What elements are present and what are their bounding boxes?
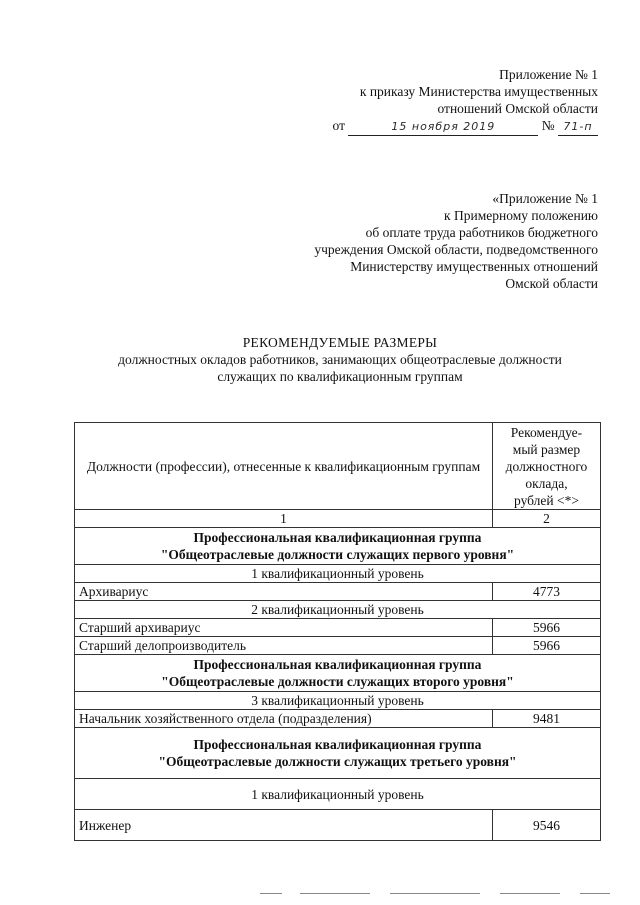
table-row — [75, 810, 601, 841]
group-2-level-3: 3 квалификационный уровень — [75, 692, 601, 710]
header-salary-line: рублей <*> — [514, 492, 579, 508]
salary-value: 9546 — [493, 810, 601, 841]
appendix-2-line: учреждения Омской области, подведомственного — [314, 242, 598, 257]
order-date-number-line — [333, 117, 599, 136]
group-3-level-1: 1 квалификационный уровень — [75, 779, 601, 810]
position-name: Архивариус — [75, 583, 493, 601]
level-row — [75, 779, 601, 810]
appendix-1-title: Приложение № 1 — [499, 67, 598, 82]
header-salary — [493, 423, 601, 510]
column-number-2: 2 — [493, 510, 601, 528]
salary-table — [74, 422, 601, 841]
position-name: Старший делопроизводитель — [75, 637, 493, 655]
appendix-1-ministry: отношений Омской области — [437, 101, 598, 116]
title-sub-1: должностных окладов работников, занимающих общеотраслевые должности — [118, 352, 562, 367]
table-header-row — [75, 423, 601, 510]
number-label: № — [541, 118, 555, 133]
group-3-title — [75, 728, 601, 779]
table-row — [75, 637, 601, 655]
appendix-2-line: Министерству имущественных отношений — [350, 259, 598, 274]
group-1-line-2: "Общеотраслевые должности служащих первого уровня" — [160, 547, 515, 562]
column-number-row — [75, 510, 601, 528]
group-2-title — [75, 655, 601, 692]
group-1-level-1: 1 квалификационный уровень — [75, 565, 601, 583]
position-name: Начальник хозяйственного отдела (подразделения) — [75, 710, 493, 728]
position-name: Старший архивариус — [75, 619, 493, 637]
scan-artifact — [260, 893, 640, 899]
salary-value: 5966 — [493, 637, 601, 655]
salary-value: 4773 — [493, 583, 601, 601]
group-2-line-1: Профессиональная квалификационная группа — [193, 657, 482, 672]
group-1-title — [75, 528, 601, 565]
salary-value: 9481 — [493, 710, 601, 728]
title-main: РЕКОМЕНДУЕМЫЕ РАЗМЕРЫ — [242, 335, 438, 350]
appendix-2-line: об оплате труда работников бюджетного — [365, 225, 598, 240]
salary-value: 5966 — [493, 619, 601, 637]
document-title — [60, 334, 620, 385]
group-2-line-2: "Общеотраслевые должности служащих второго уровня" — [161, 674, 514, 689]
header-salary-line: Рекомендуе- — [510, 424, 583, 440]
group-3-line-1: Профессиональная квалификационная группа — [193, 737, 482, 752]
group-row — [75, 655, 601, 692]
appendix-2-line: к Примерному положению — [444, 208, 598, 223]
group-row — [75, 528, 601, 565]
title-sub-2: служащих по квалификационным группам — [217, 369, 463, 384]
order-number-handwritten: 71-п — [558, 118, 598, 136]
header-salary-line: мый размер — [512, 441, 581, 457]
header-salary-line: оклада, — [525, 475, 568, 491]
group-3-line-2: "Общеотраслевые должности служащих третьего уровня" — [158, 754, 517, 769]
appendix-1-order-ref: к приказу Министерства имущественных — [359, 84, 598, 99]
level-row — [75, 601, 601, 619]
group-1-level-2: 2 квалификационный уровень — [75, 601, 601, 619]
position-name: Инженер — [75, 810, 493, 841]
level-row — [75, 692, 601, 710]
group-1-line-1: Профессиональная квалификационная группа — [193, 530, 482, 545]
appendix-1-header — [333, 66, 599, 136]
table-row — [75, 583, 601, 601]
column-number-1: 1 — [75, 510, 493, 528]
appendix-2-header — [314, 190, 598, 292]
table-row — [75, 710, 601, 728]
appendix-2-line: «Приложение № 1 — [492, 191, 598, 206]
appendix-2-line: Омской области — [505, 276, 598, 291]
level-row — [75, 565, 601, 583]
group-row — [75, 728, 601, 779]
header-salary-line: должностного — [505, 458, 588, 474]
order-date-handwritten: 15 ноября 2019 — [348, 118, 538, 136]
table-row — [75, 619, 601, 637]
header-positions: Должности (профессии), отнесенные к квалификационным группам — [75, 423, 493, 510]
from-label: от — [332, 118, 345, 133]
